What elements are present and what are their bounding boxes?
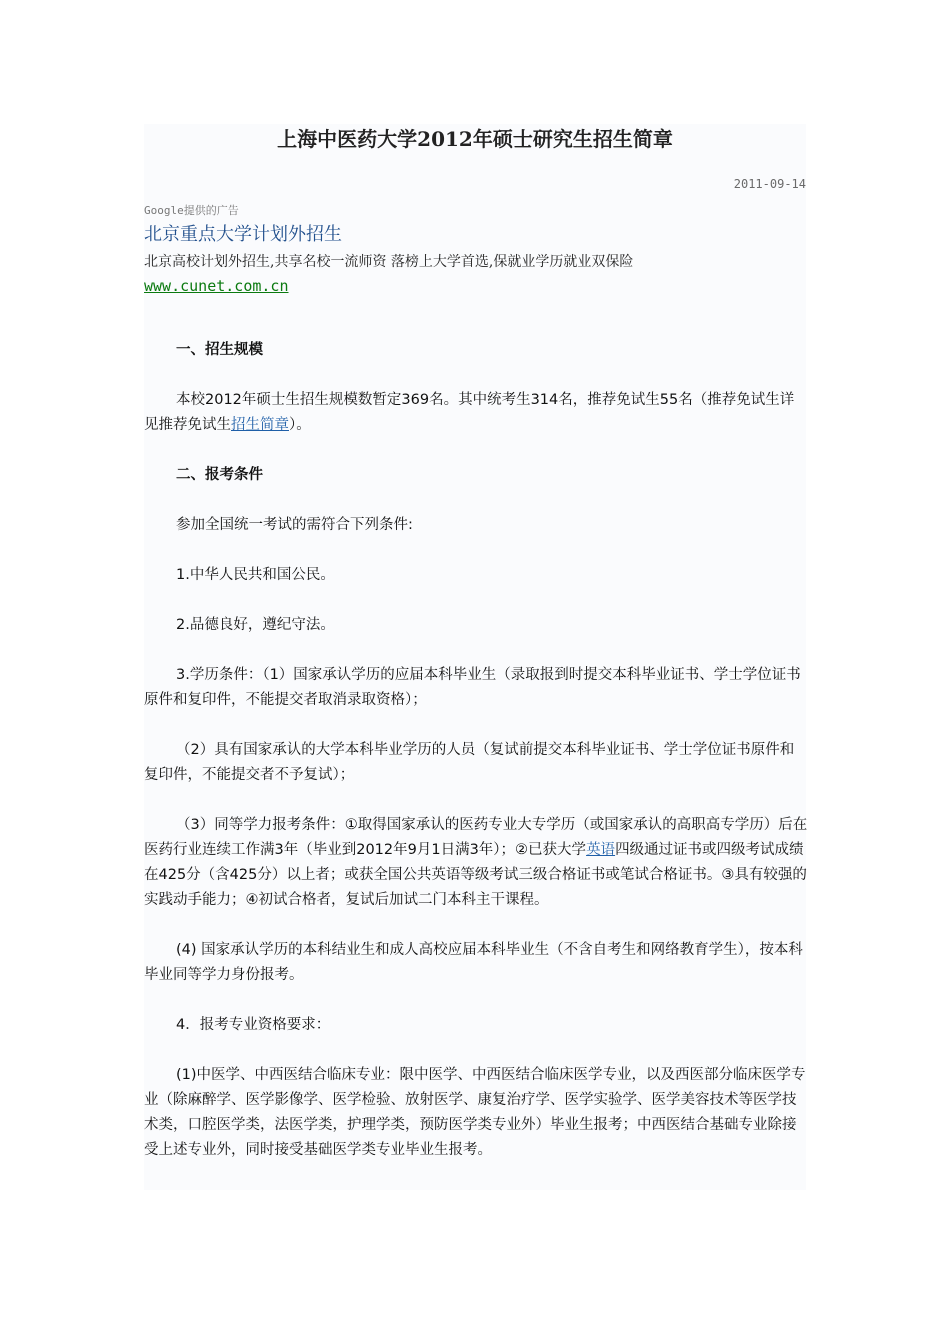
ad-title-link[interactable]: 北京重点大学计划外招生 xyxy=(144,224,342,245)
paragraph-condition-3: 3.学历条件：（1）国家承认学历的应届本科毕业生（录取报到时提交本科毕业证书、学士学位证书原件和复印件，不能提交者取消录取资格）； xyxy=(144,667,801,708)
ad-description: 北京高校计划外招生,共享名校一流师资 落榜上大学首选,保就业学历就业双保险 xyxy=(144,254,634,270)
paragraph-condition-3-4: (4) 国家承认学历的本科结业生和成人高校应届本科毕业生（不含自考生和网络教育学生），按本科毕业同等学力身份报考。 xyxy=(144,942,803,983)
paragraph-condition-3-2: （2）具有国家承认的大学本科毕业学历的人员（复试前提交本科毕业证书、学士学位证书原件和复印件，不能提交者不予复试）； xyxy=(144,742,795,783)
paragraph-conditions-intro: 参加全国统一考试的需符合下列条件: xyxy=(176,517,413,533)
paragraph-scale: 本校2012年硕士生招生规模数暂定369名。其中统考生314名，推荐免试生55名（推荐免试生详见推荐免试生招生简章）。 xyxy=(144,392,795,433)
section-heading-scale: 一、招生规模 xyxy=(176,342,263,358)
paragraph-condition-4: 4．报考专业资格要求： xyxy=(176,1017,331,1033)
paragraph-condition-1: 1.中华人民共和国公民。 xyxy=(176,567,335,583)
ad-label: Google提供的广告 xyxy=(144,204,239,217)
publish-date: 2011-09-14 xyxy=(733,177,806,191)
paragraph-condition-3-3: （3）同等学力报考条件：①取得国家承认的医药专业大专学历（或国家承认的高职高专学历）后在医药行业连续工作满3年（毕业到2012年9月1日满3年）；②已获大学英语四级通过证书或四级考试成绩在425分（含425分）以上者；或获全国公共英语等级考试三级合格证书或笔试合格证书。③具有较强的实践动手能力；④初试合格者，复试后加试二门本科主干课程。 xyxy=(144,817,808,908)
article-body xyxy=(144,338,808,1163)
paragraph-condition-4-1: (1)中医学、中西医结合临床专业：限中医学、中西医结合临床医学专业，以及西医部分临床医学专业（除麻醉学、医学影像学、医学检验、放射医学、康复治疗学、医学实验学、医学美容技术等医学技术类，口腔医学类，法医学类，护理学类，预防医学类专业外）毕业生报考；中西医结合基础专业除接受上述专业外，同时接受基础医学类专业毕业生报考。 xyxy=(144,1067,806,1158)
admission-guide-link[interactable]: 招生简章 xyxy=(231,417,289,433)
ad-url-link[interactable]: www.cunet.com.cn xyxy=(144,277,289,295)
page-title: 上海中医药大学2012年硕士研究生招生简章 xyxy=(277,127,673,151)
paragraph-condition-2: 2.品德良好，遵纪守法。 xyxy=(176,617,335,633)
english-link[interactable]: 英语 xyxy=(586,842,616,858)
section-heading-conditions: 二、报考条件 xyxy=(176,467,263,483)
